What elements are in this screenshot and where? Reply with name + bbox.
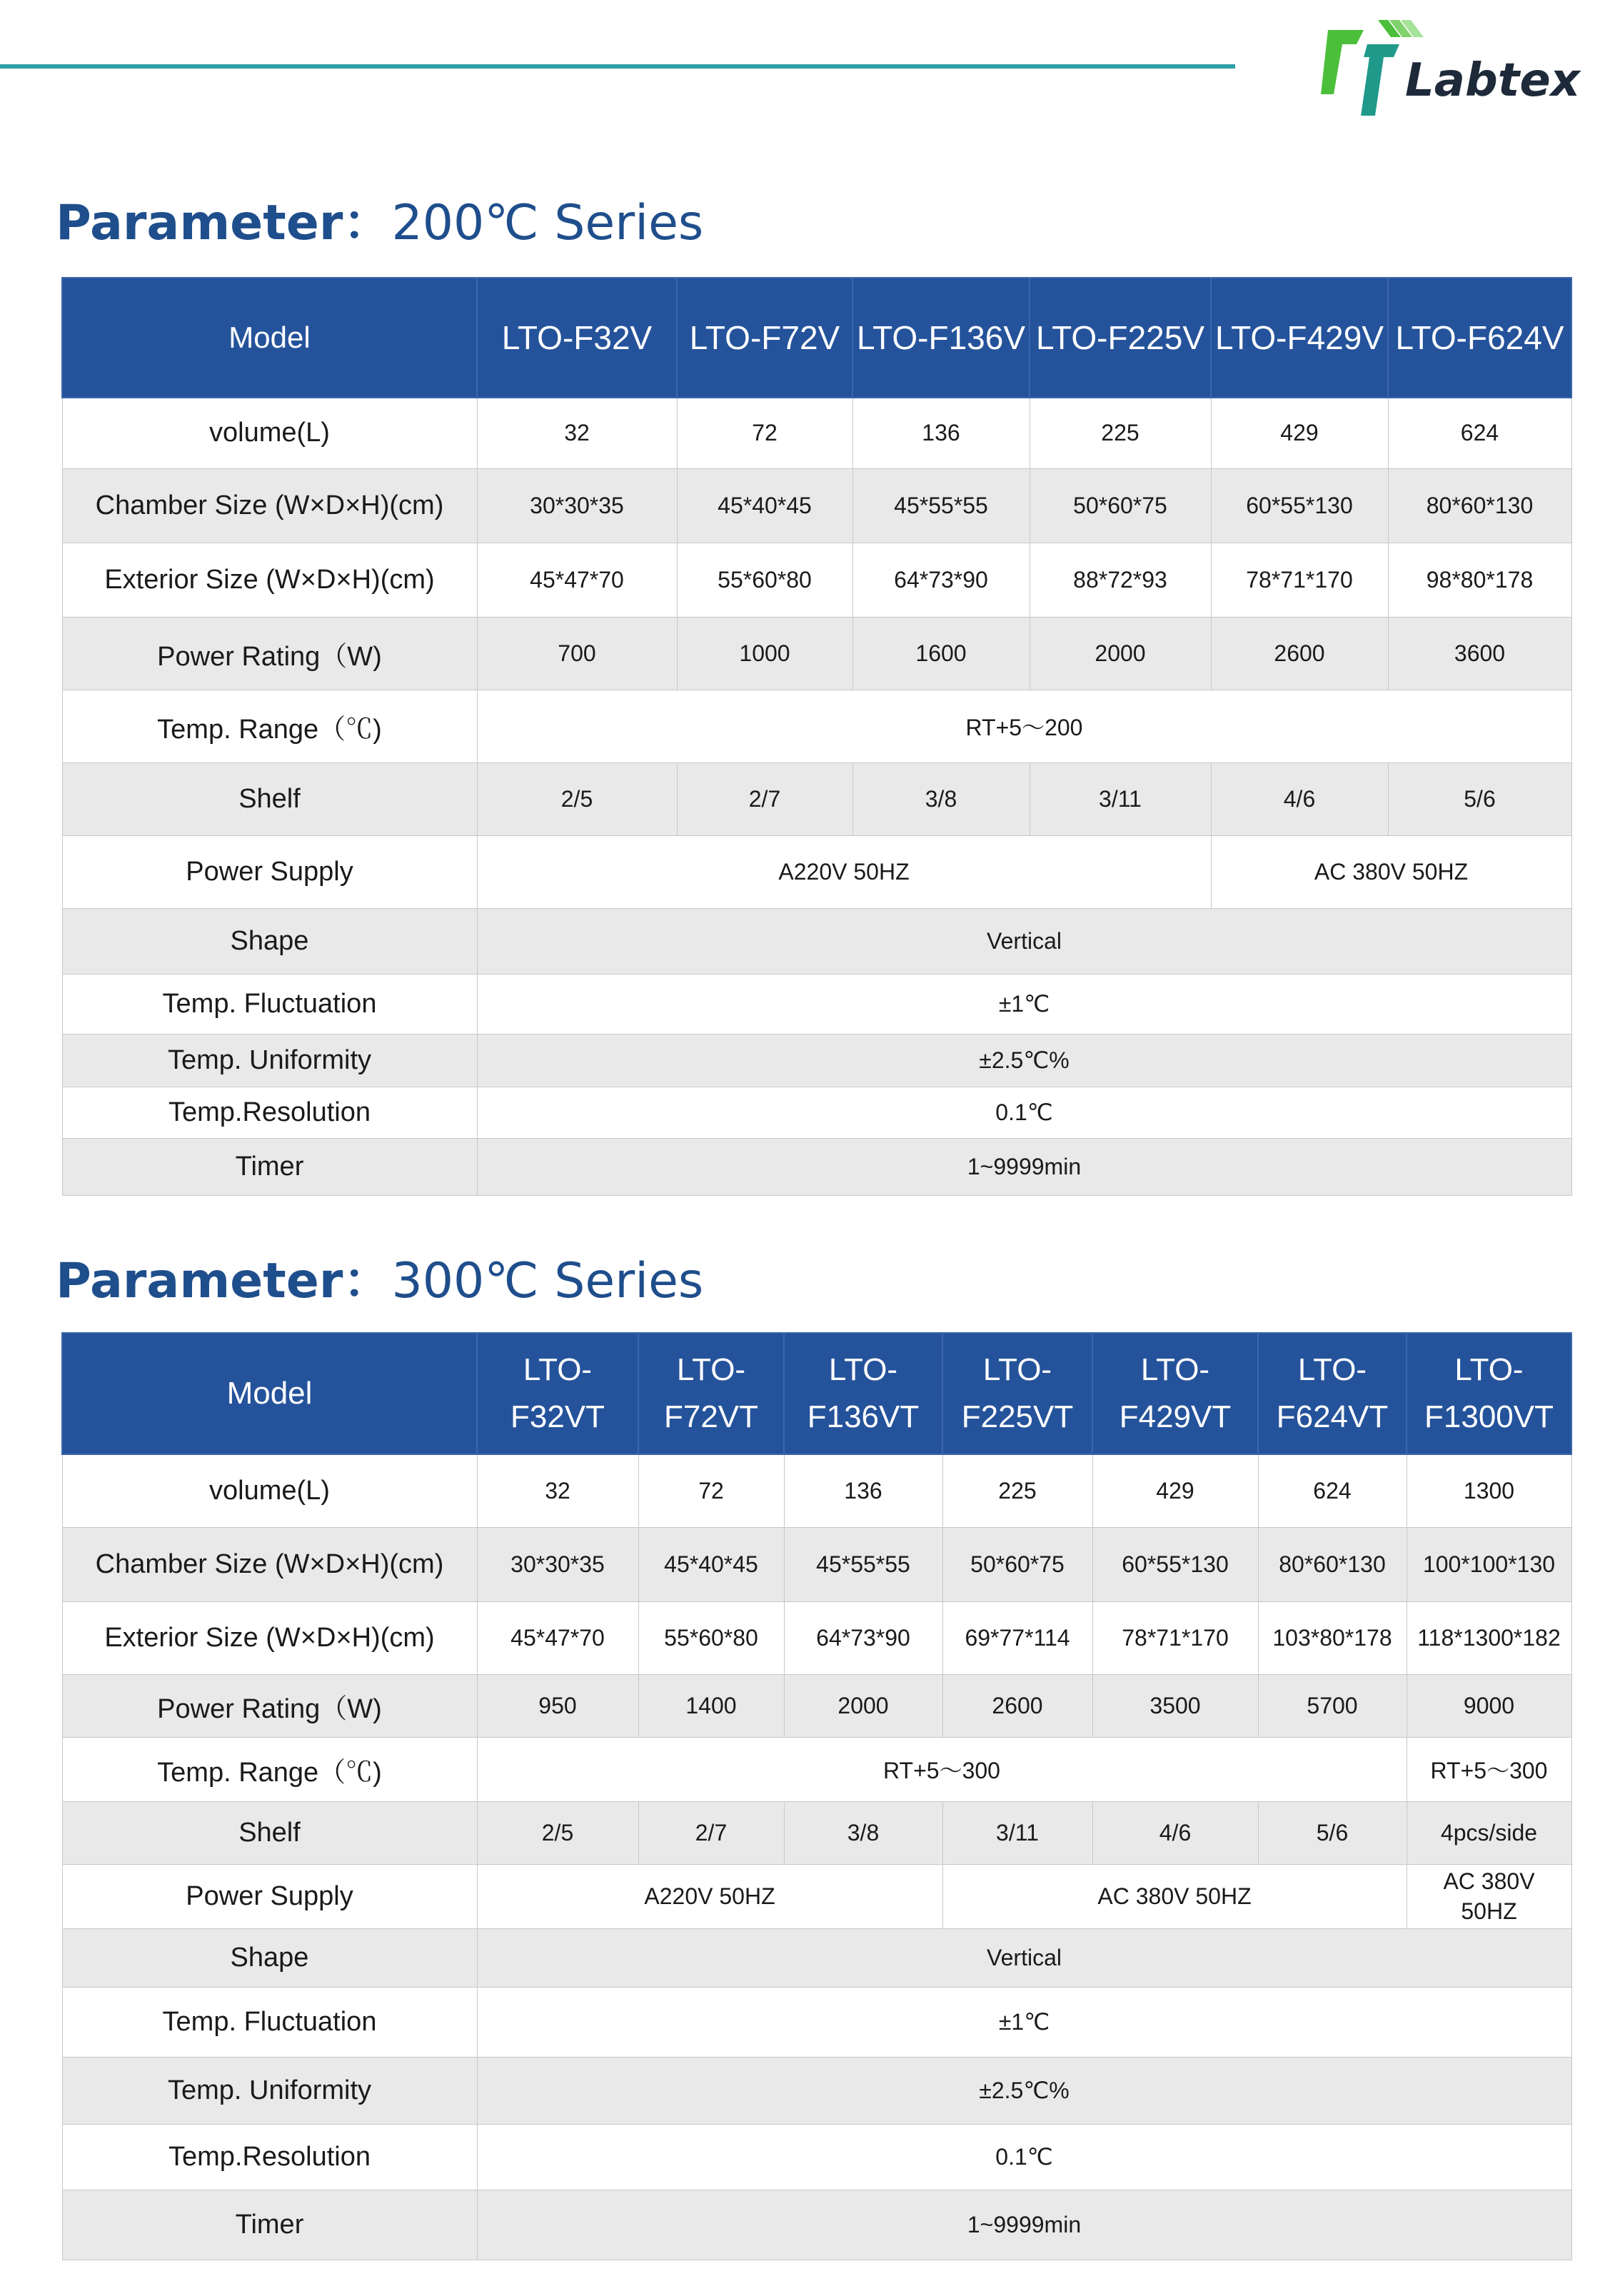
table-cell-merged: ±1℃	[477, 974, 1571, 1034]
model-col-header: LTO- F1300VT	[1407, 1333, 1571, 1454]
model-col-header: LTO-F429V	[1211, 278, 1388, 398]
row-label: Chamber Size (W×D×H)(cm)	[62, 468, 477, 543]
table-cell-merged: 1~9999min	[477, 1138, 1571, 1195]
model-col-header: LTO- F32VT	[477, 1333, 638, 1454]
table-cell-merged: 0.1℃	[477, 2124, 1571, 2190]
table-cell: 80*60*130	[1388, 468, 1571, 543]
table-row-exterior	[62, 1601, 1571, 1674]
table-cell: 136	[852, 398, 1030, 468]
table-cell-merged: ±2.5℃%	[477, 1034, 1571, 1087]
table-cell: 3500	[1092, 1674, 1258, 1737]
table-cell: 60*55*130	[1211, 468, 1388, 543]
table-row-timer	[62, 2190, 1571, 2260]
table-cell: 2/7	[638, 1801, 784, 1864]
section-title-200: Parameter：200℃ Series	[56, 195, 704, 251]
table-cell: 624	[1258, 1454, 1407, 1527]
table-cell: 2000	[784, 1674, 942, 1737]
table-cell: 30*30*35	[477, 1527, 638, 1601]
table-cell: 118*1300*182	[1407, 1601, 1571, 1674]
table-cell: 2/7	[677, 762, 852, 835]
table-cell: 32	[477, 398, 677, 468]
header-rule	[0, 64, 1235, 69]
table-cell: 1000	[677, 617, 852, 690]
table-cell: 45*40*45	[638, 1527, 784, 1601]
table-cell: 624	[1388, 398, 1571, 468]
table-cell: 5/6	[1388, 762, 1571, 835]
table-row-shape	[62, 1928, 1571, 1987]
table-cell-merged: AC 380V 50HZ	[942, 1864, 1407, 1928]
table-cell: 2/5	[477, 1801, 638, 1864]
row-label: Temp.Resolution	[62, 2124, 477, 2190]
labtex-logo	[1314, 16, 1585, 123]
row-label: Temp. Uniformity	[62, 1034, 477, 1087]
row-label: Power Supply	[62, 835, 477, 908]
table-cell: 1300	[1407, 1454, 1571, 1527]
model-header: Model	[62, 278, 477, 398]
row-label: Shelf	[62, 1801, 477, 1864]
table-cell: 60*55*130	[1092, 1527, 1258, 1601]
table-cell: RT+5～300	[1407, 1737, 1571, 1801]
table-row-chamber	[62, 468, 1571, 543]
table-row-chamber	[62, 1527, 1571, 1601]
table-cell-merged: AC 380V 50HZ	[1211, 835, 1571, 908]
row-label: Power Rating（W)	[62, 1674, 477, 1737]
row-label: Shape	[62, 1928, 477, 1987]
table-row-volume	[62, 398, 1571, 468]
table-cell: 225	[942, 1454, 1092, 1527]
table-cell: 78*71*170	[1092, 1601, 1258, 1674]
table-cell-merged: A220V 50HZ	[477, 835, 1211, 908]
table-header-row	[62, 278, 1571, 398]
table-cell: 45*55*55	[784, 1527, 942, 1601]
table-cell: 429	[1211, 398, 1388, 468]
table-row-exterior	[62, 543, 1571, 617]
table-row-shape	[62, 908, 1571, 974]
table-cell: 72	[638, 1454, 784, 1527]
table-cell: 3/8	[852, 762, 1030, 835]
model-col-header: LTO- F136VT	[784, 1333, 942, 1454]
row-label: Temp. Range（℃)	[62, 690, 477, 762]
table-cell: 69*77*114	[942, 1601, 1092, 1674]
table-row-power-rating	[62, 617, 1571, 690]
logo-wordmark: Labtex	[1405, 54, 1581, 107]
row-label: Timer	[62, 1138, 477, 1195]
table-cell: 103*80*178	[1258, 1601, 1407, 1674]
model-col-header: LTO- F624VT	[1258, 1333, 1407, 1454]
model-col-header: LTO-F624V	[1388, 278, 1571, 398]
table-row-uniformity	[62, 2057, 1571, 2124]
table-cell: 1400	[638, 1674, 784, 1737]
table-row-power-supply	[62, 835, 1571, 908]
model-col-header: LTO-F72V	[677, 278, 852, 398]
row-label: Power Supply	[62, 1864, 477, 1928]
table-header-row	[62, 1333, 1571, 1454]
row-label: Timer	[62, 2190, 477, 2260]
table-cell: 45*47*70	[477, 543, 677, 617]
model-col-header: LTO-F225V	[1030, 278, 1211, 398]
table-row-power-supply	[62, 1864, 1571, 1928]
table-row-timer	[62, 1138, 1571, 1195]
table-cell: 55*60*80	[677, 543, 852, 617]
table-cell: 4pcs/side	[1407, 1801, 1571, 1864]
table-row-temp-range	[62, 690, 1571, 762]
row-label: Temp.Resolution	[62, 1087, 477, 1138]
table-cell: 80*60*130	[1258, 1527, 1407, 1601]
row-label: Shelf	[62, 762, 477, 835]
table-cell: 2600	[942, 1674, 1092, 1737]
table-cell: 5700	[1258, 1674, 1407, 1737]
table-row-shelf	[62, 1801, 1571, 1864]
row-label: Chamber Size (W×D×H)(cm)	[62, 1527, 477, 1601]
table-cell: 2000	[1030, 617, 1211, 690]
table-cell: 429	[1092, 1454, 1258, 1527]
table-cell-merged: 0.1℃	[477, 1087, 1571, 1138]
table-cell-merged: RT+5～300	[477, 1737, 1407, 1801]
table-cell: 1600	[852, 617, 1030, 690]
table-row-resolution	[62, 1087, 1571, 1138]
table-cell: 9000	[1407, 1674, 1571, 1737]
table-cell: 50*60*75	[942, 1527, 1092, 1601]
table-cell: 2/5	[477, 762, 677, 835]
table-cell: 3/11	[1030, 762, 1211, 835]
table-cell: 3/11	[942, 1801, 1092, 1864]
table-cell: 88*72*93	[1030, 543, 1211, 617]
table-cell: 64*73*90	[784, 1601, 942, 1674]
table-cell: 3600	[1388, 617, 1571, 690]
table-cell: 98*80*178	[1388, 543, 1571, 617]
row-label: volume(L)	[62, 1454, 477, 1527]
table-cell: 5/6	[1258, 1801, 1407, 1864]
model-col-header: LTO- F72VT	[638, 1333, 784, 1454]
model-col-header: LTO-F136V	[852, 278, 1030, 398]
table-row-resolution	[62, 2124, 1571, 2190]
table-cell: 225	[1030, 398, 1211, 468]
table-cell: 45*47*70	[477, 1601, 638, 1674]
row-label: Exterior Size (W×D×H)(cm)	[62, 1601, 477, 1674]
table-cell: 100*100*130	[1407, 1527, 1571, 1601]
table-cell: 3/8	[784, 1801, 942, 1864]
table-cell: 2600	[1211, 617, 1388, 690]
table-cell: 32	[477, 1454, 638, 1527]
table-cell: 78*71*170	[1211, 543, 1388, 617]
table-cell-merged: Vertical	[477, 908, 1571, 974]
table-cell: AC 380V 50HZ	[1407, 1864, 1571, 1928]
table-cell: 30*30*35	[477, 468, 677, 543]
table-row-volume	[62, 1454, 1571, 1527]
table-cell: 4/6	[1211, 762, 1388, 835]
table-cell-merged: A220V 50HZ	[477, 1864, 942, 1928]
table-cell-merged: ±1℃	[477, 1987, 1571, 2057]
table-cell-merged: Vertical	[477, 1928, 1571, 1987]
section-title-300: Parameter：300℃ Series	[56, 1253, 704, 1309]
table-cell: 45*55*55	[852, 468, 1030, 543]
row-label: Temp. Fluctuation	[62, 974, 477, 1034]
table-cell: 136	[784, 1454, 942, 1527]
spec-table-300	[61, 1332, 1572, 2260]
table-cell-merged: ±2.5℃%	[477, 2057, 1571, 2124]
row-label: Exterior Size (W×D×H)(cm)	[62, 543, 477, 617]
table-cell: 700	[477, 617, 677, 690]
table-row-fluctuation	[62, 974, 1571, 1034]
table-row-power-rating	[62, 1674, 1571, 1737]
row-label: volume(L)	[62, 398, 477, 468]
table-row-shelf	[62, 762, 1571, 835]
model-col-header: LTO-F32V	[477, 278, 677, 398]
table-cell: 55*60*80	[638, 1601, 784, 1674]
table-row-temp-range	[62, 1737, 1571, 1801]
row-label: Shape	[62, 908, 477, 974]
model-col-header: LTO- F225VT	[942, 1333, 1092, 1454]
spec-table-200	[61, 277, 1572, 1196]
table-row-uniformity	[62, 1034, 1571, 1087]
table-cell: 950	[477, 1674, 638, 1737]
table-cell: 64*73*90	[852, 543, 1030, 617]
row-label: Temp. Fluctuation	[62, 1987, 477, 2057]
row-label: Power Rating（W)	[62, 617, 477, 690]
model-col-header: LTO- F429VT	[1092, 1333, 1258, 1454]
model-header: Model	[62, 1333, 477, 1454]
table-cell-merged: 1~9999min	[477, 2190, 1571, 2260]
table-cell: 50*60*75	[1030, 468, 1211, 543]
table-cell-merged: RT+5～200	[477, 690, 1571, 762]
table-cell: 72	[677, 398, 852, 468]
row-label: Temp. Range（℃)	[62, 1737, 477, 1801]
table-cell: 4/6	[1092, 1801, 1258, 1864]
table-row-fluctuation	[62, 1987, 1571, 2057]
row-label: Temp. Uniformity	[62, 2057, 477, 2124]
table-cell: 45*40*45	[677, 468, 852, 543]
